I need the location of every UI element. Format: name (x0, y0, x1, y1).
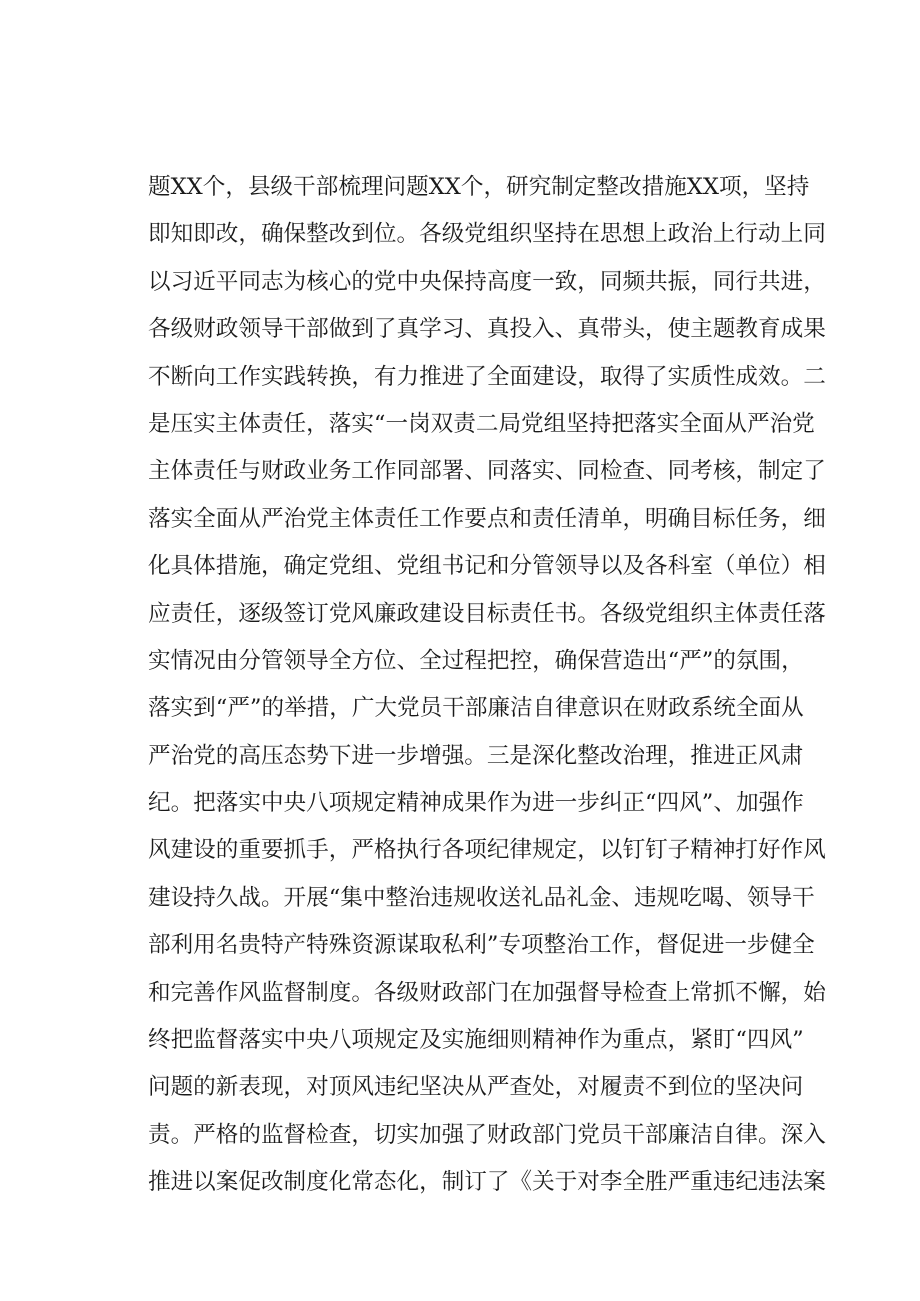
body-text (148, 164, 828, 1207)
text-line-3: 以习近平同志为核心的党中央保持高度一致，同频共振，同行共进， (148, 268, 826, 295)
text-line-12: 落实到“严”的举措，广大党员干部廉洁自律意识在财政系统全面从 (148, 695, 804, 722)
text-line-1: 题XX个，县级干部梳理问题XX个，研究制定整改措施XX项，坚持 (148, 174, 810, 200)
text-line-20: 问题的新表现，对顶风违纪坚决从严查处，对履责不到位的坚决问 (148, 1074, 804, 1101)
text-line-4: 各级财政领导干部做到了真学习、真投入、真带头，使主题教育成果 (148, 316, 826, 343)
text-line-17: 部利用名贵特产特殊资源谋取私利”专项整治工作，督促进一步健全 (148, 932, 815, 959)
text-line-2: 即知即改，确保整改到位。各级党组织坚持在思想上政治上行动上同 (148, 221, 826, 248)
text-line-13: 严治党的高压态势下进一步增强。三是深化整改治理，推进正风肃 (148, 742, 804, 769)
text-line-18: 和完善作风监督制度。各级财政部门在加强督导检查上常抓不懈，始 (148, 979, 826, 1006)
text-line-6: 是压实主体责任，落实“一岗双责二局党组坚持把落实全面从严治党 (148, 410, 815, 437)
text-line-10: 应责任，逐级签订党风廉政建设目标责任书。各级党组织主体责任落 (148, 600, 826, 627)
text-line-9: 化具体措施，确定党组、党组书记和分管领导以及各科室（单位）相 (148, 553, 826, 580)
text-line-16: 建设持久战。开展“集中整治违规收送礼品礼金、违规吃喝、领导干 (148, 884, 815, 911)
text-line-19: 终把监督落实中央八项规定及实施细则精神作为重点，紧盯“四风” (148, 1027, 804, 1054)
text-line-5: 不断向工作实践转换，有力推进了全面建设，取得了实质性成效。二 (148, 363, 826, 390)
text-line-7: 主体责任与财政业务工作同部署、同落实、同检查、同考核，制定了 (148, 458, 826, 485)
text-line-22: 推进以案促改制度化常态化，制订了《关于对李全胜严重违纪违法案 (148, 1169, 826, 1196)
text-line-21: 责。严格的监督检查，切实加强了财政部门党员干部廉洁自律。深入 (148, 1121, 826, 1148)
text-line-14: 纪。把落实中央八项规定精神成果作为进一步纠正“四风”、加强作 (148, 790, 804, 817)
text-line-8: 落实全面从严治党主体责任工作要点和责任清单，明确目标任务，细 (148, 505, 826, 532)
text-line-11: 实情况由分管领导全方位、全过程把控，确保营造出“严”的氛围， (148, 647, 804, 674)
text-line-15: 风建设的重要抓手，严格执行各项纪律规定，以钉钉子精神打好作风 (148, 837, 826, 864)
